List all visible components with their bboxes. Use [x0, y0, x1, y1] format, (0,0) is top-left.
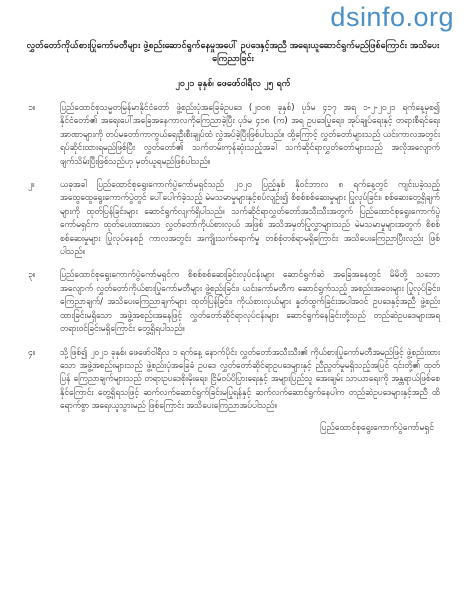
paragraph-number: ၃။ [28, 269, 36, 280]
document-title: လွှတ်တော်ကိုယ်စားပြုကော်မတီများ ဖွဲ့စည်းဆောင်ရွက်နေမှုအပေါ် ဥပဒေနှင့်အညီ အရေးယူဆောင်ရွက်မည်ဖြစ်ကြောင်း အသိပေးကြေညာခြင်း [26, 41, 440, 64]
paragraph-text: ယခုအခါ ပြည်ထောင်စုရွေးကောက်ပွဲကော်မရှင်သည် ၂၀၂၀ ပြည့်နှစ် နိုဝင်ဘာလ ၈ ရက်နေ့တွင် ကျင်းပခဲ့သည့် အထွေထွေရွေးကောက်ပွဲတွင် ပေါ်ပေါက်ခဲ့သည့် မဲမသမာမှုများနှင့်စပ်လျဉ်း၍ စိစစ်စစ်ဆေးမှုများ ပြုလုပ်ခြင်း၊ စစ်ဆေးတွေ့ရှိချက်များကို ထုတ်ပြန်ခြင်းများ ဆောင်ရွက်လျက်ရှိပါသည်။ သက်ဆိုင်ရာလွှတ်တော်အသီးသီးအတွက် ပြည်ထောင်စုရွေးကောက်ပွဲကော်မရှင်က ထုတ်ပေးထားသော လွှတ်တော်ကိုယ်စားလှယ် အဖြစ် အသိအမှတ်ပြုလွှာများသည် မဲမသမာမှုများအတွက် စိစစ်စစ်ဆေးမှုများ ပြုလုပ်နေစဉ် ကာလအတွင်း အကျိုးသက်ရောက်မှု တစ်စုံတစ်ရာမရှိကြောင်း အသိပေးကြေညာပြီးလည်း ဖြစ်ပါသည်။ [60, 179, 440, 257]
paragraph-number: ၁။ [28, 102, 36, 112]
site-watermark: dsinfo.org [330, 2, 454, 32]
paragraph-text: သို့ဖြစ်၍ ၂၀၂၁ ခုနှစ်၊ ဖေဖော်ဝါရီလ ၁ ရက်နေ့ နောက်ပိုင်း လွှတ်တော်အသီးသီး၏ ကိုယ်စားပြုကော်မတီအမည်ဖြင့် ဖွဲ့စည်းထားသော အဖွဲ့အစည်းများသည် ဖွဲ့စည်းပုံအခြေခံ ဥပဒေ လွှတ်တော်ဆိုင်ရာဥပဒေများနှင့် ညီညွတ်မှုမရှိသည့်အပြင် ၎င်းတို့၏ ထုတ်ပြန် ကြေညာချက်များသည် တရားဥပဒေစိုးမိုးရေး၊ ငြိမ်ဝပ်ပိပြားရေးနှင့် အများပြည်သူ အေးချမ်း သာယာရေးကို အန္တရာယ်ဖြစ်စေနိုင်ကြောင်း တွေ့ရှိရသဖြင့် ဆက်လက်ဆောင်ရွက်ခြင်းမပြုရန်နှင့် ဆက်လက်ဆောင်ရွက်နေပါက တည်ဆဲဥပဒေများနှင့်အညီ ထိရောက်စွာ အရေးယူသွားမည် ဖြစ်ကြောင်း အသိပေးကြေညာအပ်ပါသည်။ [60, 346, 440, 411]
paragraph-2 [26, 178, 440, 258]
paragraph-3 [26, 268, 440, 335]
paragraph-text: ပြည်ထောင်စုသမ္မတမြန်မာနိုင်ငံတော် ဖွဲ့စည်းပုံအခြေခံဥပဒေ (၂၀၀၈ ခုနှစ်) ပုဒ်မ ၄၁၇ အရ ၁-၂-၂၀၂၁ ရက်နေ့မှစ၍ နိုင်ငံတော်၏ အရေးပေါ်အခြေအနေကာလကိုကြေညာခဲ့ပြီး ပုဒ်မ ၄၁၈ (က) အရ ဥပဒေပြုရေး၊ အုပ်ချုပ်ရေးနှင့် တရားစီရင်ရေးအာဏာများကို တပ်မတော်ကာကွယ်ရေးဦးစီးချုပ်ထံ လွှဲအပ်ခဲ့ပြီးဖြစ်ပါသည်။ ထို့ကြောင့် လွှတ်တော်များသည် ယင်းကာလအတွင်း ရပ်ဆိုင်းထားရမည်ဖြစ်ပြီး လွှတ်တော်၏ သက်တမ်းကုန်ဆုံးသည့်အခါ သက်ဆိုင်ရာလွှတ်တော်များသည် အလိုအလျောက် ဖျက်သိမ်းပြီးဖြစ်သည်ဟု မှတ်ယူရမည်ဖြစ်ပါသည်။ [60, 102, 440, 166]
paragraph-text: ပြည်ထောင်စုရွေးကောက်ပွဲကော်မရှင်က စိစစ်စစ်ဆေးခြင်းလုပ်ငန်းများ ဆောင်ရွက်ဆဲ အခြေအနေတွင် မိမိတို့ သဘောအလျောက် လွှတ်တော်ကိုယ်စားပြုကော်မတီများ ဖွဲ့စည်းခြင်း၊ ယင်းကော်မတီက ဆောင်ရွက်သည့် အစည်းအဝေးများ ပြုလုပ်ခြင်း၊ ကြေညာချက်/ အသိပေးကြေညာချက်များ ထုတ်ပြန်ခြင်း၊ ကိုယ်စားလှယ်များ နှုတ်ထွက်ခြင်းအပါအဝင် ဥပဒေနှင့်အညီ ဖွဲ့စည်းထားခြင်းမရှိသော အဖွဲ့အစည်းအနေဖြင့် လွှတ်တော်ဆိုင်ရာလုပ်ငန်းများ ဆောင်ရွက်နေခြင်းတို့သည် တည်ဆဲဥပဒေများအရ တရားဝင်ခြင်းမရှိကြောင်း တွေ့ရှိရပါသည်။ [60, 269, 440, 334]
issuer-signature-line: ပြည်ထောင်စုရွေးကောက်ပွဲကော်မရှင် [320, 422, 434, 433]
paragraph-1 [26, 101, 440, 168]
announcement-document [26, 40, 440, 435]
document-date: ၂၀၂၁ ခုနှစ်၊ ဖေဖော်ဝါရီလ ၂၅ ရက် [175, 79, 291, 89]
paragraph-number: ၂။ [28, 179, 35, 190]
paragraph-4 [26, 346, 440, 413]
paragraph-number: ၄။ [28, 346, 36, 357]
